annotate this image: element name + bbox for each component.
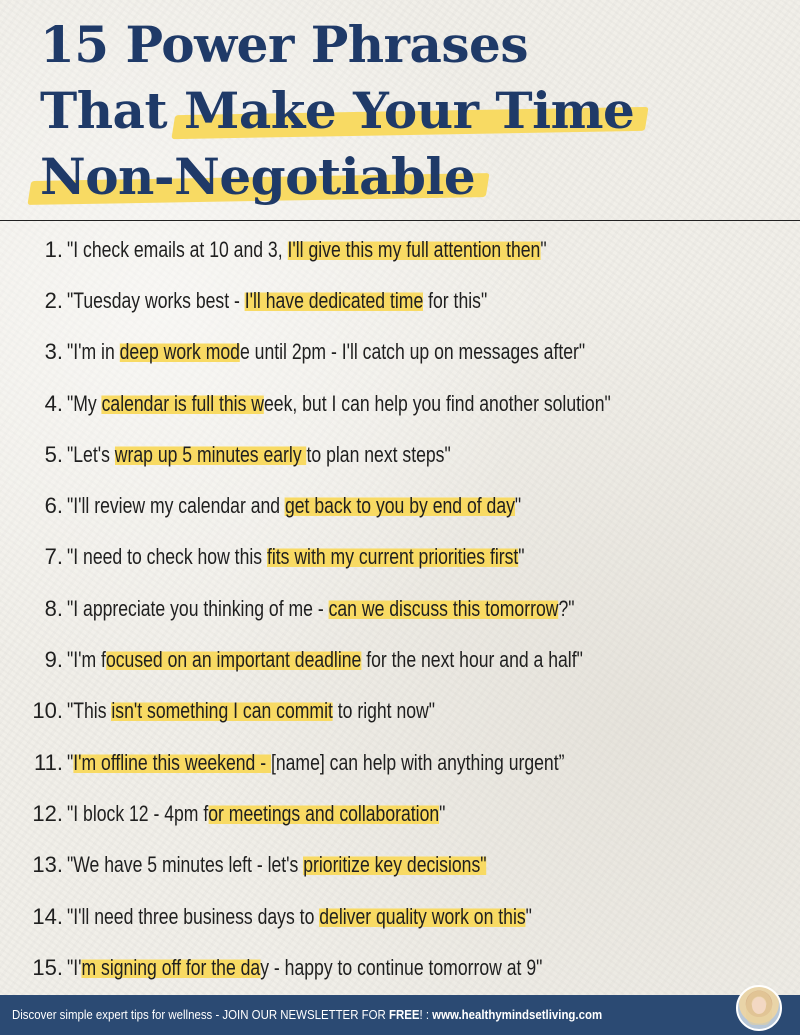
phrase-item (0, 224, 800, 275)
title-highlight-make-your-time: Make Your Time (183, 81, 635, 140)
phrase-segment: for the next hour and a half" (361, 647, 583, 673)
phrase-highlight: calendar is full this w (101, 390, 264, 416)
phrase-highlight: get back to you by end of day (284, 493, 515, 519)
page-title (40, 12, 780, 210)
phrase-segment: "I check emails at 10 and 3, (67, 236, 288, 262)
phrase-segment: " (439, 800, 446, 826)
phrase-segment: "This (67, 698, 112, 724)
phrase-highlight: deep work mod (119, 339, 240, 365)
phrase-highlight: I'll have dedicated time (244, 287, 424, 313)
phrase-number: 12. (32, 800, 63, 826)
phrase-item (0, 891, 800, 942)
phrase-segment: " (67, 749, 74, 775)
title-line-1: 15 Power Phrases (40, 15, 528, 74)
phrase-item (0, 275, 800, 326)
phrase-text (67, 391, 611, 417)
title-line-3 (40, 144, 780, 210)
phrase-segment: "Let's (67, 441, 115, 467)
avatar-face (752, 997, 766, 1014)
website-link[interactable]: www.healthymindsetliving.com (432, 1007, 603, 1022)
phrase-number: 5. (44, 441, 63, 467)
phrase-highlight: m signing off for the da (81, 954, 261, 980)
author-avatar (736, 985, 782, 1031)
phrase-item (0, 583, 800, 634)
phrase-number: 9. (44, 647, 63, 673)
title-highlight-non-negotiable: Non-Negotiable (40, 147, 476, 206)
phrase-segment: " (514, 493, 522, 519)
phrase-text (67, 801, 445, 827)
phrase-number: 15. (32, 954, 63, 980)
phrase-segment: "We have 5 minutes left - let's (67, 852, 304, 878)
phrase-segment: " (525, 903, 532, 929)
phrase-segment: e until 2pm - I'll catch up on messages after" (239, 339, 586, 365)
phrase-item (0, 429, 800, 480)
phrase-segment: "I block 12 - 4pm f (67, 800, 209, 826)
phrase-number: 6. (44, 493, 63, 519)
phrase-item (0, 378, 800, 429)
phrase-text (67, 339, 585, 365)
phrase-list (0, 224, 800, 993)
phrase-text (67, 647, 583, 673)
phrase-item (0, 840, 800, 891)
phrase-segment: y - happy to continue tomorrow at 9" (260, 954, 543, 980)
phrase-highlight: deliver quality work on this (319, 903, 526, 929)
phrase-segment: " (518, 544, 525, 570)
phrase-segment: "I'm in (67, 339, 120, 365)
phrase-segment: for this" (423, 287, 488, 313)
phrase-number: 10. (32, 698, 63, 724)
phrase-highlight: wrap up 5 minutes early (114, 441, 307, 467)
title-line-2-prefix: That (40, 81, 184, 140)
phrase-number: 8. (44, 595, 63, 621)
phrase-number: 14. (32, 903, 63, 929)
phrase-item (0, 686, 800, 737)
phrase-highlight: isn't something I can commit (111, 698, 333, 724)
phrase-text (67, 544, 525, 570)
phrase-text (67, 442, 451, 468)
phrase-number: 4. (44, 390, 63, 416)
phrase-highlight: fits with my current priorities first (266, 544, 519, 570)
phrase-segment: "I'll need three business days to (67, 903, 320, 929)
footer-text-intro: Discover simple expert tips for wellness - JOIN OUR NEWSLETTER FOR (12, 1007, 389, 1022)
phrase-highlight: I'll give this my full attention then (287, 236, 541, 262)
phrase-item (0, 942, 800, 993)
phrase-highlight: prioritize key decisions" (303, 852, 487, 878)
phrase-segment: " (540, 236, 547, 262)
phrase-item (0, 480, 800, 531)
phrase-number: 3. (44, 339, 63, 365)
phrase-text (67, 750, 564, 776)
phrase-segment: "I need to check how this (67, 544, 267, 570)
phrase-highlight: can we discuss this tomorrow (328, 595, 559, 621)
phrase-item (0, 737, 800, 788)
newsletter-footer[interactable] (0, 995, 800, 1035)
phrase-item (0, 327, 800, 378)
phrase-text (67, 904, 532, 930)
title-divider (0, 220, 800, 221)
phrase-text (67, 493, 521, 519)
phrase-segment: "My (67, 390, 102, 416)
phrase-segment: to plan next steps" (306, 441, 451, 467)
phrase-item (0, 634, 800, 685)
phrase-segment: [name] can help with anything urgent” (270, 749, 565, 775)
phrase-item (0, 532, 800, 583)
title-line-2 (40, 78, 780, 144)
phrase-text (67, 698, 435, 724)
phrase-number: 2. (44, 287, 63, 313)
phrase-number: 1. (44, 236, 63, 262)
phrase-segment: "I'm f (67, 647, 106, 673)
phrase-segment: "I'll review my calendar and (67, 493, 285, 519)
phrase-highlight: ocused on an important deadline (105, 647, 362, 673)
phrase-highlight: or meetings and collaboration (208, 800, 440, 826)
phrase-segment: ?" (558, 595, 575, 621)
phrase-segment: "Tuesday works best - (67, 287, 245, 313)
phrase-segment: eek, but I can help you find another solution" (263, 390, 611, 416)
phrase-text (67, 237, 547, 263)
phrase-text (67, 955, 542, 981)
footer-text[interactable] (12, 995, 602, 1035)
phrase-item (0, 788, 800, 839)
phrase-number: 11. (34, 749, 63, 775)
phrase-text (67, 596, 574, 622)
phrase-segment: to right now" (332, 698, 435, 724)
phrase-text (67, 852, 487, 878)
phrase-segment: "I' (67, 954, 82, 980)
footer-free-word: FREE (388, 1007, 420, 1022)
footer-separator: ! : (419, 1007, 433, 1022)
phrase-number: 7. (44, 544, 63, 570)
phrase-segment: "I appreciate you thinking of me - (67, 595, 329, 621)
phrase-text (67, 288, 487, 314)
phrase-number: 13. (32, 852, 63, 878)
phrase-highlight: I'm offline this weekend - (73, 749, 271, 775)
